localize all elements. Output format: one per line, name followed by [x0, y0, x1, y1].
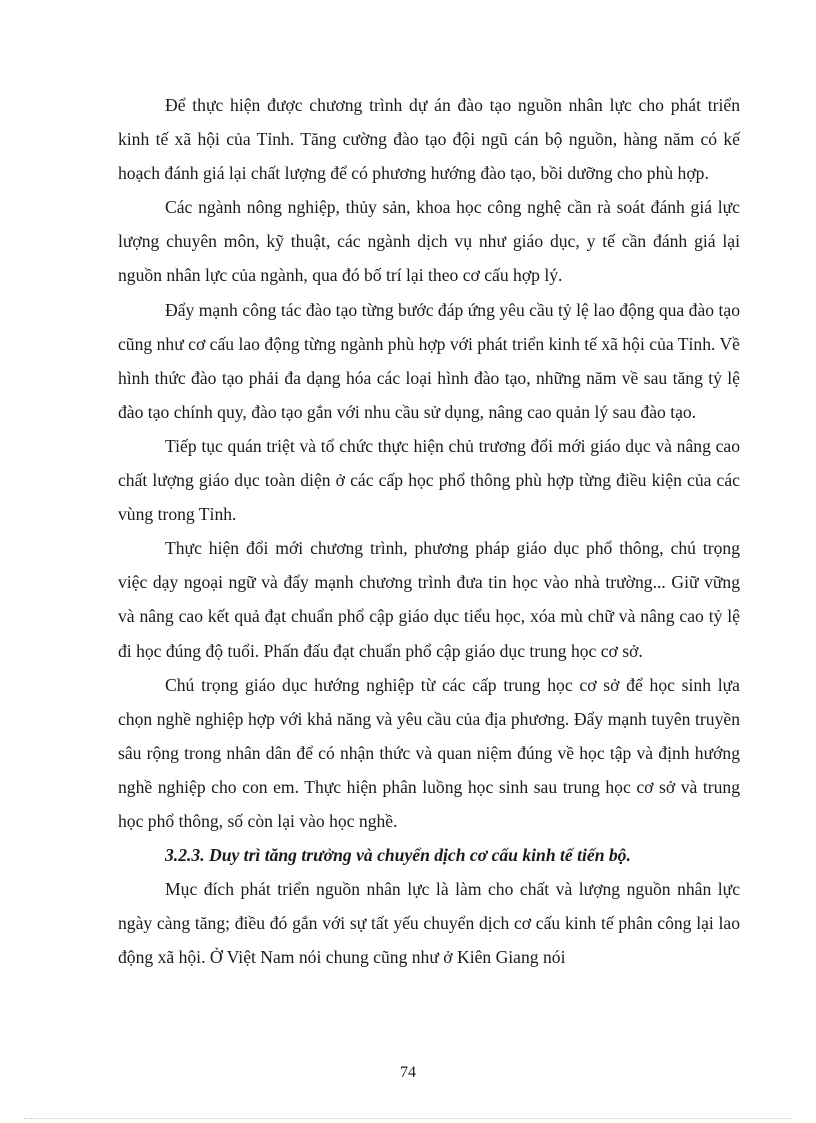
body-text — [118, 88, 740, 974]
section-heading: 3.2.3. Duy trì tăng trưởng và chuyển dịch cơ cấu kinh tế tiến bộ. — [165, 845, 631, 866]
paragraph-training-expansion: Đẩy mạnh công tác đào tạo từng bước đáp ứng yêu cầu tỷ lệ lao động qua đào tạo cũng như cơ cấu lao động từng ngành phù hợp với phát triển kinh tế xã hội của Tỉnh. Về hình thức đào tạo phải đa dạng hóa các loại hình đào tạo, những năm về sau tăng tỷ lệ đào tạo chính quy, đào tạo gắn với nhu cầu sử dụng, nâng cao quản lý sau đào tạo. — [118, 299, 740, 422]
paragraph-education-reform: Tiếp tục quán triệt và tổ chức thực hiện chủ trương đổi mới giáo dục và nâng cao chất lượng giáo dục toàn diện ở các cấp học phổ thông phù hợp từng điều kiện của các vùng trong Tỉnh. — [118, 435, 740, 525]
page-bottom-border — [24, 1118, 792, 1119]
page-number: 74 — [400, 1064, 416, 1081]
paragraph-curriculum-innovation: Thực hiện đổi mới chương trình, phương pháp giáo dục phổ thông, chú trọng việc dạy ngoại ngữ và đẩy mạnh chương trình đưa tin học vào nhà trường... Giữ vững và nâng cao kết quả đạt chuẩn phổ cập giáo dục tiểu học, xóa mù chữ và nâng cao tỷ lệ đi học đúng độ tuổi. Phấn đấu đạt chuẩn phổ cập giáo dục trung học cơ sở. — [118, 538, 740, 661]
paragraph-vocational-guidance: Chú trọng giáo dục hướng nghiệp từ các cấp trung học cơ sở để học sinh lựa chọn nghề nghiệp hợp với khả năng và yêu cầu của địa phương. Đẩy mạnh tuyên truyền sâu rộng trong nhân dân để có nhận thức và quan niệm đúng về học tập và định hướng nghề nghiệp cho con em. Thực hiện phân luồng học sinh sau trung học cơ sở và trung học phổ thông, số còn lại vào học nghề. — [118, 674, 740, 831]
paragraph-labor-structure: Mục đích phát triển nguồn nhân lực là làm cho chất và lượng nguồn nhân lực ngày càng tăng; điều đó gắn với sự tất yếu chuyển dịch cơ cấu kinh tế phân công lại lao động xã hội. Ở Việt Nam nói chung cũng như ở Kiên Giang nói — [118, 879, 740, 968]
paragraph-sector-review: Các ngành nông nghiệp, thủy sản, khoa học công nghệ cần rà soát đánh giá lực lượng chuyên môn, kỹ thuật, các ngành dịch vụ như giáo dục, y tế cần đánh giá lại nguồn nhân lực của ngành, qua đó bố trí lại theo cơ cấu hợp lý. — [118, 197, 740, 286]
paragraph-training-program: Để thực hiện được chương trình dự án đào tạo nguồn nhân lực cho phát triển kinh tế xã hội của Tỉnh. Tăng cường đào tạo đội ngũ cán bộ nguồn, hàng năm có kế hoạch đánh giá lại chất lượng để có phương hướng đào tạo, bồi dưỡng cho phù hợp. — [118, 95, 740, 184]
